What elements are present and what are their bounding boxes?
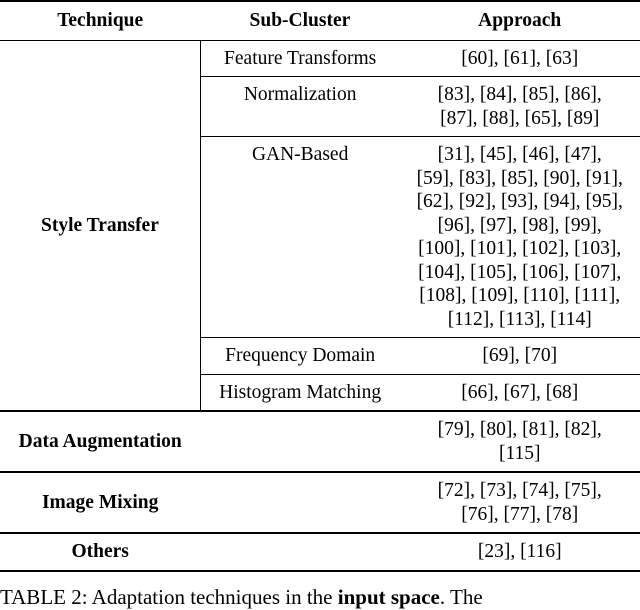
technique-data-augmentation: Data Augmentation — [0, 411, 200, 472]
approach-line: [66], [67], [68] — [461, 381, 579, 403]
table-row — [0, 411, 640, 472]
technique-others: Others — [0, 533, 200, 571]
approach-line: [23], [116] — [477, 541, 562, 562]
table-row — [0, 533, 640, 571]
table-caption — [0, 584, 640, 610]
approach-line: [96], [97], [98], [99], — [437, 214, 602, 236]
approach-cell — [399, 411, 640, 472]
approach-cell — [399, 77, 640, 137]
technique-image-mixing: Image Mixing — [0, 472, 200, 533]
caption-suffix: . The — [439, 585, 483, 609]
approach-cell — [399, 472, 640, 533]
header-technique: Technique — [0, 1, 200, 40]
approach-line: [59], [83], [85], [90], [91], — [416, 167, 623, 189]
subcluster-cell: Normalization — [200, 77, 399, 137]
approach-line: [112], [113], [114] — [447, 308, 592, 330]
approach-line: [62], [92], [93], [94], [95], — [416, 191, 623, 212]
approach-cell — [399, 533, 640, 571]
subcluster-cell: Frequency Domain — [200, 338, 399, 375]
approach-line: [72], [73], [74], [75], — [437, 480, 602, 501]
approach-line: [79], [80], [81], [82], — [437, 419, 602, 440]
header-approach: Approach — [399, 1, 640, 40]
table-row — [0, 40, 640, 77]
approach-line: [31], [45], [46], [47], — [437, 144, 602, 165]
approach-line: [87], [88], [65], [89] — [440, 107, 600, 129]
approach-line: [115] — [498, 442, 541, 464]
approach-cell — [399, 374, 640, 411]
approach-line: [104], [105], [106], [107], — [418, 261, 622, 283]
caption-prefix: TABLE 2: Adaptation techniques in the — [0, 585, 338, 609]
approach-cell — [399, 137, 640, 338]
subcluster-cell-empty — [200, 472, 399, 533]
approach-line: [60], [61], [63] — [461, 47, 579, 69]
subcluster-cell-empty — [200, 533, 399, 571]
approach-line: [69], [70] — [482, 345, 558, 366]
approach-line: [108], [109], [110], [111], — [419, 285, 621, 306]
approach-cell — [399, 40, 640, 77]
table-row — [0, 472, 640, 533]
technique-style-transfer: Style Transfer — [40, 214, 159, 236]
subcluster-cell: GAN-Based — [200, 137, 399, 338]
approach-cell — [399, 338, 640, 375]
subcluster-cell: Feature Transforms — [200, 40, 399, 77]
header-subcluster: Sub-Cluster — [200, 1, 399, 40]
subcluster-cell-empty — [200, 411, 399, 472]
caption-bold: input space — [337, 585, 440, 609]
header-row — [0, 1, 640, 40]
approach-line: [100], [101], [102], [103], — [418, 238, 622, 259]
approach-line: [83], [84], [85], [86], — [437, 84, 602, 105]
subcluster-cell: Histogram Matching — [200, 374, 399, 411]
approach-line: [76], [77], [78] — [461, 503, 579, 525]
